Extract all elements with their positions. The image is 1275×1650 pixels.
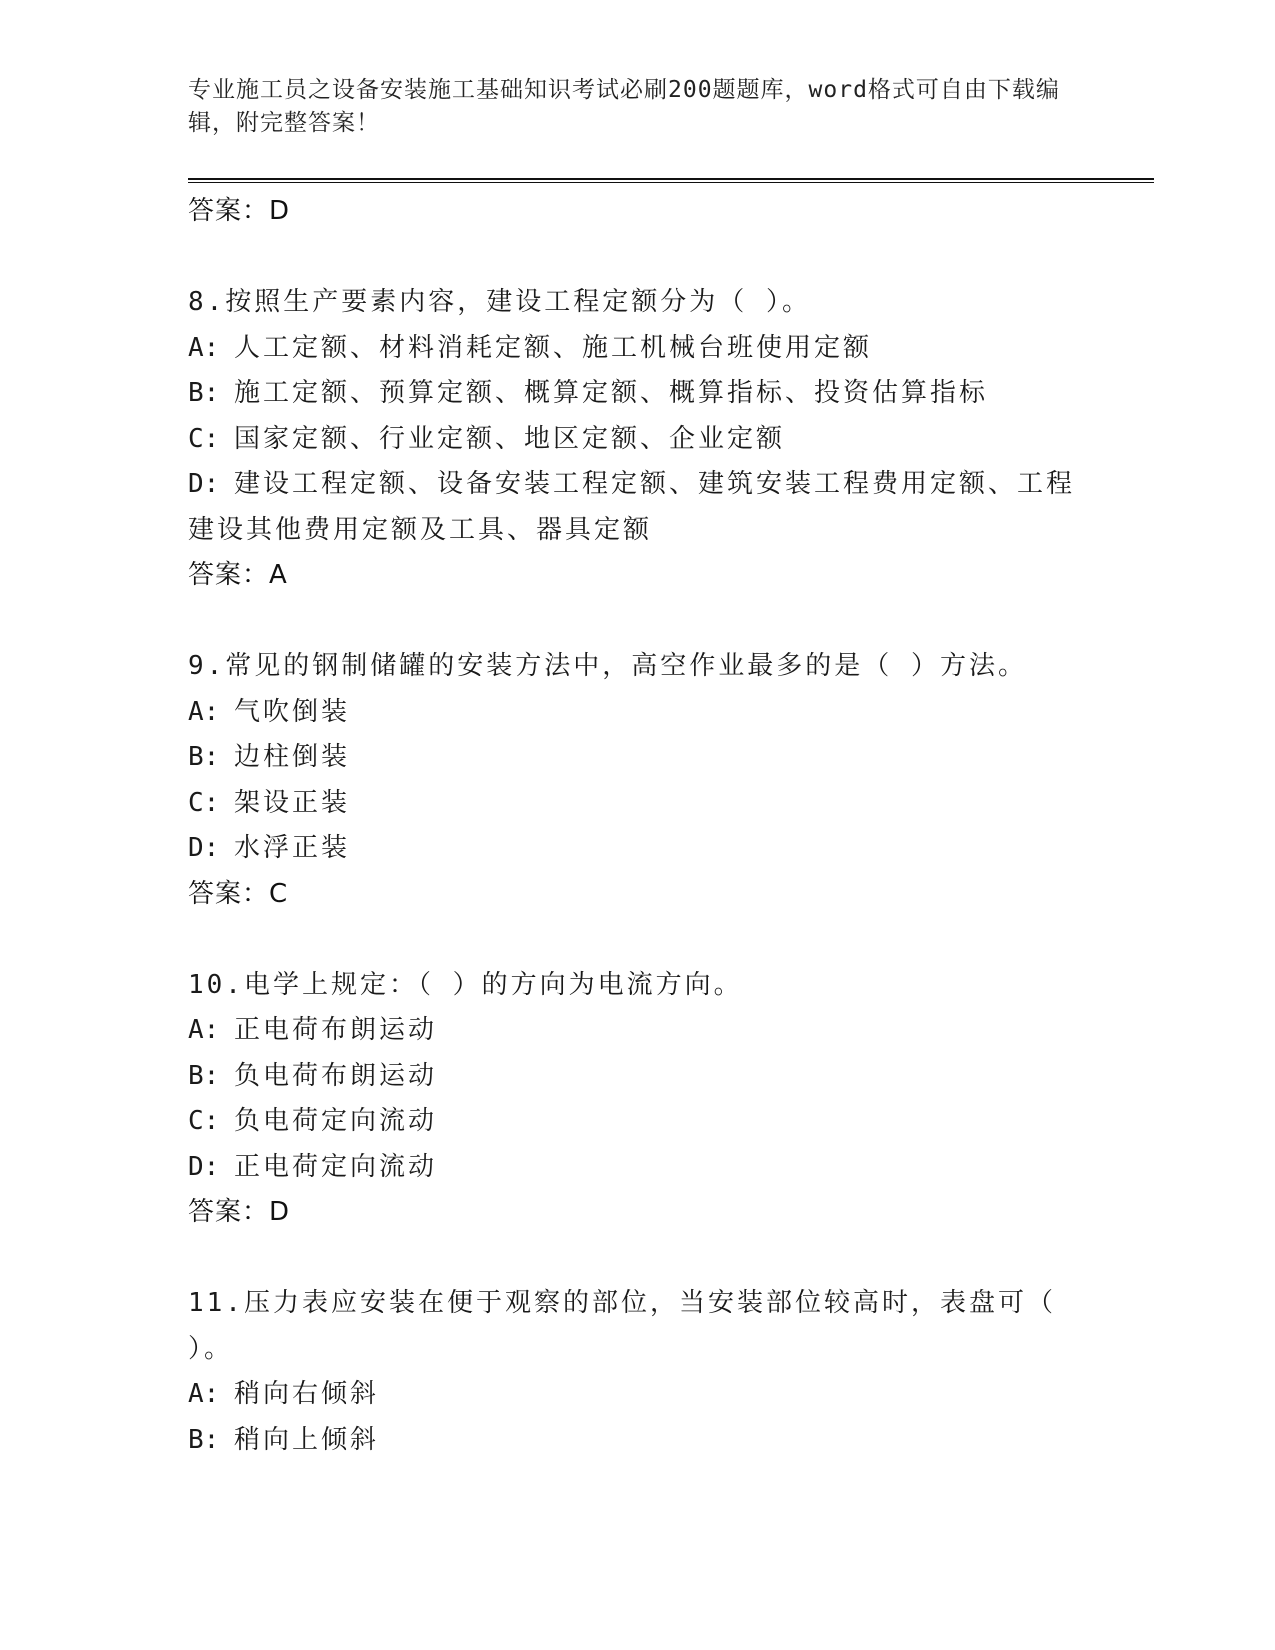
- option-b: [188, 735, 1088, 781]
- option-text: 架设正装: [234, 787, 351, 818]
- option-d: [188, 462, 1088, 553]
- option-b: [188, 371, 1088, 417]
- question-answer: 答案：D: [188, 1197, 291, 1227]
- option-a: [188, 1008, 1088, 1054]
- option-text: 人工定额、材料消耗定额、施工机械台班使用定额: [234, 332, 873, 363]
- option-text: 气吹倒装: [234, 696, 351, 727]
- document-header-title: 专业施工员之设备安装施工基础知识考试必刷200题题库，word格式可自由下载编辑，附完整答案！: [188, 77, 1060, 136]
- option-text: 负电荷布朗运动: [234, 1060, 438, 1091]
- option-text: 国家定额、行业定额、地区定额、企业定额: [234, 423, 786, 454]
- option-key: B:: [188, 378, 220, 408]
- option-d: [188, 1145, 1088, 1191]
- option-b: [188, 1418, 1088, 1464]
- option-text: 边柱倒装: [234, 742, 351, 772]
- question-10: [188, 963, 1088, 1236]
- option-key: C:: [188, 1106, 220, 1136]
- option-text: 建设工程定额、设备安装工程定额、建筑安装工程费用定额、工程建设其他费用定额及工具、器具定额: [188, 469, 1076, 545]
- question-11: [188, 1281, 1088, 1463]
- spacer: [188, 917, 1088, 963]
- option-key: C:: [188, 787, 220, 818]
- option-key: A:: [188, 696, 220, 727]
- option-key: B:: [188, 1060, 220, 1091]
- option-key: B:: [188, 1424, 220, 1455]
- option-text: 稍向上倾斜: [234, 1424, 380, 1455]
- option-a: [188, 326, 1088, 372]
- question-stem: 11.压力表应安装在便于观察的部位，当安装部位较高时，表盘可（ ）。: [188, 1288, 1056, 1364]
- option-text: 负电荷定向流动: [234, 1106, 438, 1136]
- previous-answer: 答案：D: [188, 196, 291, 226]
- option-b: [188, 1054, 1088, 1100]
- spacer: [188, 599, 1088, 645]
- option-key: D:: [188, 833, 220, 863]
- option-text: 水浮正装: [234, 833, 351, 863]
- question-list: [188, 189, 1088, 1463]
- option-text: 正电荷定向流动: [234, 1151, 438, 1182]
- option-text: 正电荷布朗运动: [234, 1015, 438, 1045]
- option-c: [188, 781, 1088, 827]
- option-text: 施工定额、预算定额、概算定额、概算指标、投资估算指标: [234, 378, 989, 408]
- option-key: C:: [188, 423, 220, 454]
- option-key: B:: [188, 742, 220, 772]
- option-d: [188, 826, 1088, 872]
- question-8: [188, 280, 1088, 599]
- option-key: A:: [188, 1015, 220, 1045]
- option-c: [188, 1099, 1088, 1145]
- option-c: [188, 417, 1088, 463]
- question-9: [188, 644, 1088, 917]
- question-answer: 答案：A: [188, 560, 288, 590]
- spacer: [188, 235, 1088, 281]
- question-stem: 9.常见的钢制储罐的安装方法中，高空作业最多的是（ ）方法。: [188, 651, 1027, 681]
- option-a: [188, 1372, 1088, 1418]
- option-text: 稍向右倾斜: [234, 1379, 380, 1409]
- header-divider: [188, 178, 1154, 183]
- option-key: D:: [188, 469, 220, 499]
- spacer: [188, 1236, 1088, 1282]
- option-key: A:: [188, 1379, 220, 1409]
- option-a: [188, 690, 1088, 736]
- question-stem: 10.电学上规定：（ ）的方向为电流方向。: [188, 969, 743, 1000]
- option-key: A:: [188, 332, 220, 363]
- question-answer: 答案：C: [188, 878, 289, 909]
- question-stem: 8.按照生产要素内容，建设工程定额分为（ ）。: [188, 287, 811, 317]
- option-key: D:: [188, 1151, 220, 1182]
